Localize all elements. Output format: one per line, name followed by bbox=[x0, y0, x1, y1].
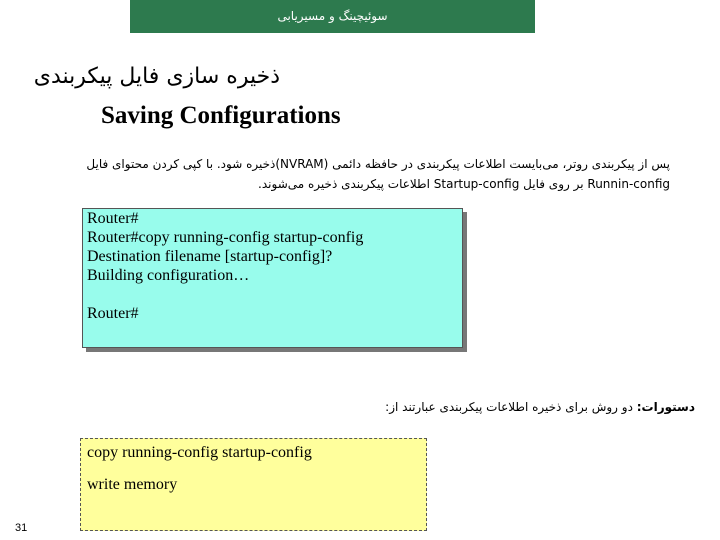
cli-spacer bbox=[87, 285, 462, 304]
commands-description bbox=[320, 400, 695, 414]
commands-text: دو روش برای ذخیره اطلاعات پیکربندی عبارتند از: bbox=[385, 400, 637, 414]
cli-output-box bbox=[82, 208, 463, 348]
slide-title-persian: ذخیره سازی فایل پیکربندی bbox=[33, 64, 280, 89]
cli-line: Router#copy running-config startup-config bbox=[87, 229, 364, 246]
cli-line: Building configuration… bbox=[87, 267, 250, 284]
commands-label: دستورات: bbox=[636, 400, 695, 414]
cli-line: Destination filename [startup-config]? bbox=[87, 248, 333, 265]
command-item: copy running-config startup-config bbox=[87, 444, 312, 461]
cli-line: Router# bbox=[87, 210, 139, 227]
page-number: 31 bbox=[15, 522, 28, 534]
header-bar bbox=[130, 0, 535, 33]
slide-title-english: Saving Configurations bbox=[101, 102, 341, 129]
command-item: write memory bbox=[87, 476, 178, 493]
commands-box bbox=[80, 438, 427, 531]
cli-line: Router# bbox=[87, 305, 139, 322]
header-title: سوئیچینگ و مسیریابی bbox=[277, 9, 388, 23]
description-line-2: Runnin-config بر روی فایل Startup-config اطلاعات پیکربندی ذخیره می‌شوند. bbox=[258, 177, 670, 191]
description-line-1: پس از پیکربندی روتر، می‌بایست اطلاعات پیکربندی در حافظه دائمی (NVRAM)ذخیره شود. با کپی کردن محتوای فایل bbox=[86, 157, 670, 171]
header-tab-corner bbox=[640, 0, 665, 33]
